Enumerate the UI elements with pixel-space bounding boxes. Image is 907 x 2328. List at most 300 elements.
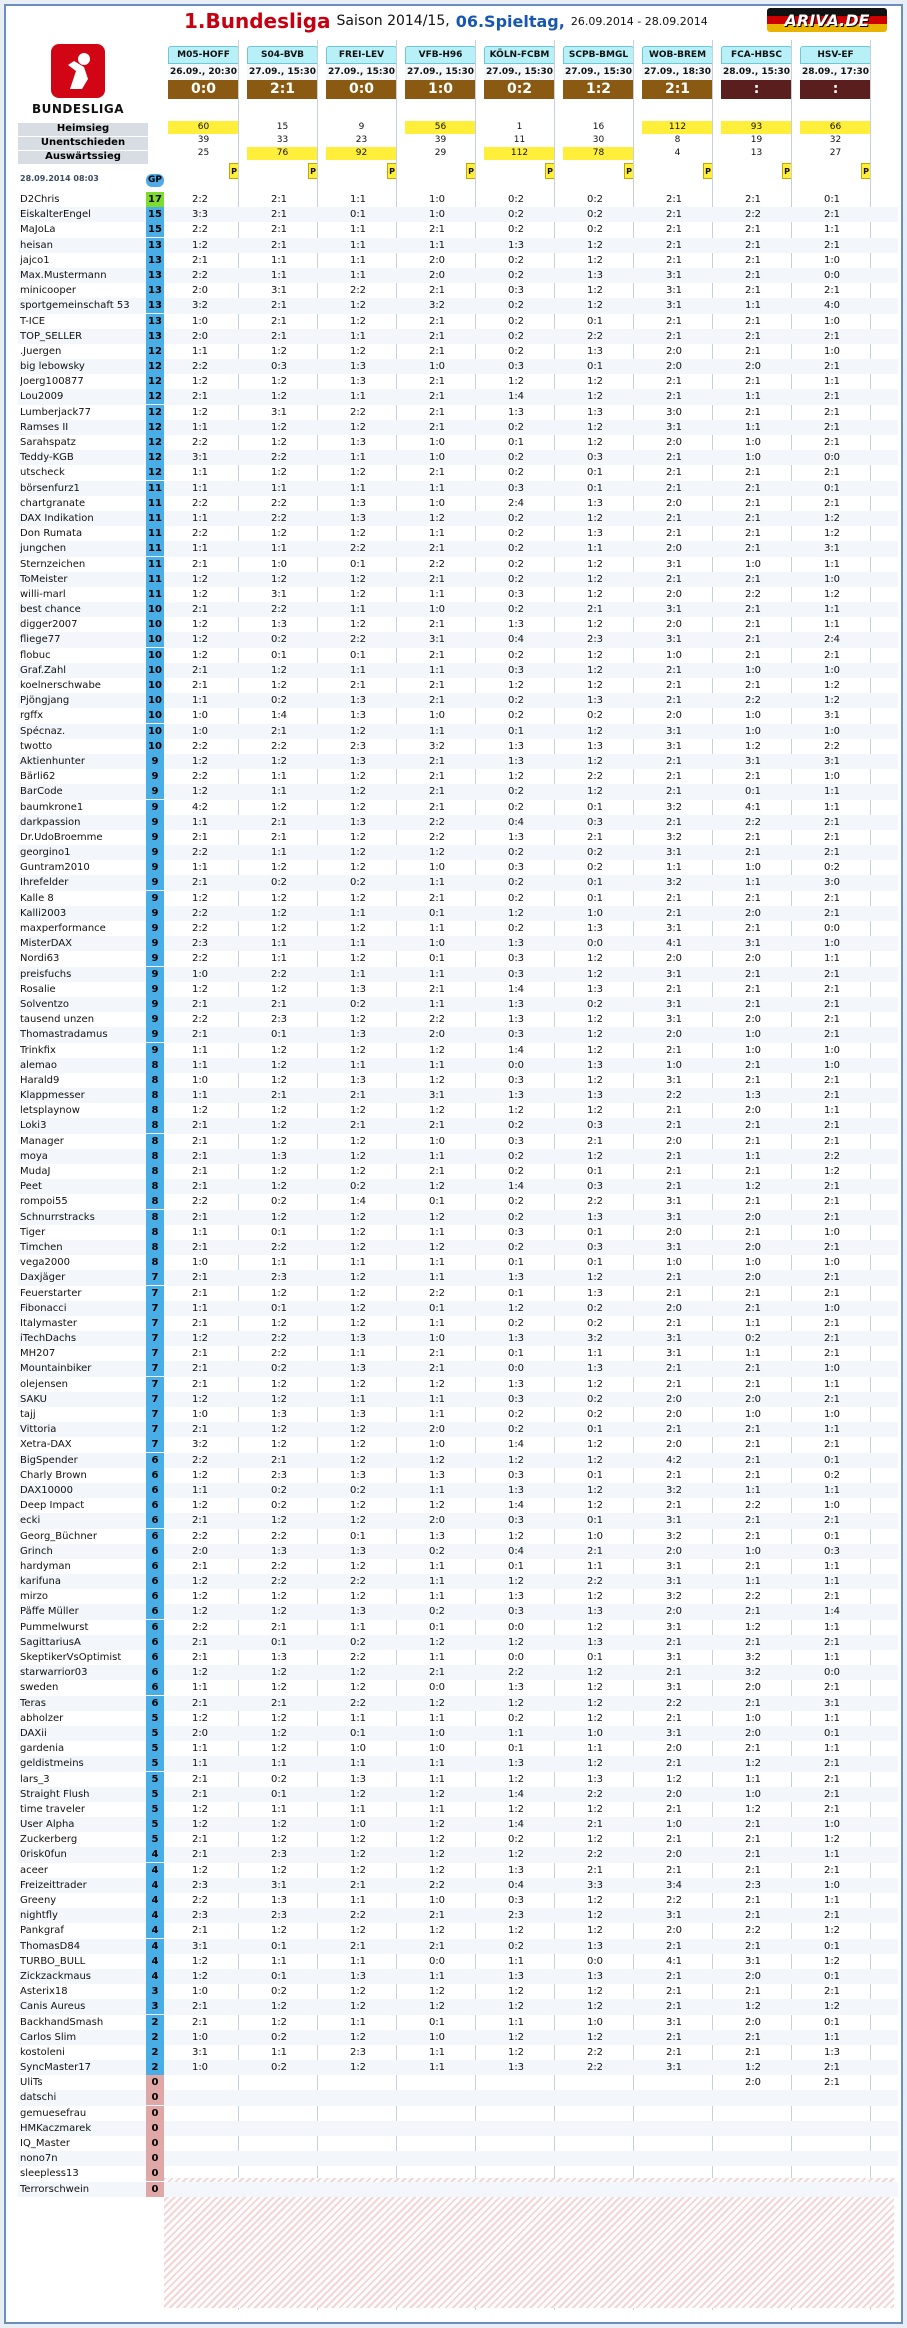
player-name[interactable]: Peet: [20, 1181, 42, 1193]
table-row[interactable]: [18, 754, 898, 769]
player-name[interactable]: big lebowsky: [20, 361, 85, 373]
table-row[interactable]: [18, 1908, 898, 1923]
player-name[interactable]: letsplaynow: [20, 1105, 80, 1117]
player-name[interactable]: DAX10000: [20, 1484, 74, 1496]
points-cell: 10: [146, 708, 164, 723]
table-row[interactable]: [18, 693, 898, 708]
table-row[interactable]: [18, 800, 898, 815]
table-row[interactable]: [18, 207, 898, 222]
table-row[interactable]: [18, 891, 898, 906]
table-row[interactable]: [18, 1544, 898, 1559]
points-cell: 7: [146, 1437, 164, 1452]
table-row[interactable]: [18, 1118, 898, 1133]
player-name[interactable]: SyncMaster17: [20, 2062, 91, 2074]
player-name[interactable]: vega2000: [20, 1257, 70, 1269]
player-name[interactable]: Spécnaz.: [20, 725, 66, 737]
player-name[interactable]: ecki: [20, 1515, 41, 1527]
player-name[interactable]: Max.Mustermann: [20, 269, 107, 281]
table-row[interactable]: [18, 1103, 898, 1118]
table-row[interactable]: [18, 2030, 898, 2045]
player-name[interactable]: Lou2009: [20, 391, 64, 403]
player-name[interactable]: preisfuchs: [20, 968, 72, 980]
table-row[interactable]: [18, 1179, 898, 1194]
points-cell: 12: [146, 405, 164, 420]
tip-cell: 2:0: [744, 1211, 762, 1223]
player-name[interactable]: Sarahspatz: [20, 437, 76, 448]
table-row[interactable]: [18, 1210, 898, 1225]
player-name[interactable]: UliTs: [20, 2077, 43, 2089]
player-name[interactable]: Solventzo: [20, 998, 69, 1010]
player-name[interactable]: Georg_Büchner: [20, 1530, 97, 1542]
table-row[interactable]: [18, 1847, 898, 1862]
player-name[interactable]: SAKU: [20, 1393, 47, 1405]
player-name[interactable]: Feuerstarter: [20, 1287, 82, 1299]
player-name[interactable]: iTechDachs: [20, 1333, 77, 1345]
table-row[interactable]: [18, 1134, 898, 1149]
player-name[interactable]: Joerg100877: [20, 376, 84, 388]
table-row[interactable]: [18, 906, 898, 921]
player-name[interactable]: hardyman: [20, 1560, 71, 1572]
table-row[interactable]: [18, 374, 898, 389]
player-name[interactable]: nightfly: [20, 1910, 58, 1922]
table-row[interactable]: [18, 1361, 898, 1376]
player-name[interactable]: IQ_Master: [20, 2138, 70, 2149]
player-name[interactable]: Straight Flush: [20, 1788, 90, 1800]
bonus-marker: P: [229, 163, 239, 179]
table-row[interactable]: [18, 1878, 898, 1893]
player-name[interactable]: Carlos Slim: [20, 2031, 77, 2043]
player-name[interactable]: jungchen: [20, 543, 67, 555]
table-row[interactable]: [18, 921, 898, 936]
player-name[interactable]: utscheck: [20, 467, 65, 479]
tip-cell: 1:2: [270, 1120, 288, 1132]
table-row[interactable]: [18, 1012, 898, 1027]
table-row[interactable]: [18, 1832, 898, 1847]
table-row[interactable]: [18, 602, 898, 617]
player-name[interactable]: Freizeittrader: [20, 1879, 87, 1891]
player-name[interactable]: Vittoria: [20, 1424, 57, 1436]
player-name[interactable]: flobuc: [20, 649, 51, 661]
player-name[interactable]: twotto: [20, 740, 53, 752]
table-row[interactable]: [18, 1999, 898, 2014]
match-teams[interactable]: WOB-BREM: [642, 46, 713, 64]
table-row[interactable]: [18, 860, 898, 875]
tip-cell: 2:1: [744, 680, 762, 691]
table-row[interactable]: [18, 405, 898, 420]
table-row[interactable]: [18, 1422, 898, 1437]
table-row[interactable]: [18, 1270, 898, 1285]
match-teams[interactable]: FCA-HBSC: [721, 46, 792, 64]
table-row[interactable]: [18, 1407, 898, 1422]
player-name[interactable]: Bärli62: [20, 771, 56, 783]
table-row[interactable]: [18, 1194, 898, 1209]
table-row[interactable]: [18, 2136, 898, 2151]
player-name[interactable]: abholzer: [20, 1712, 64, 1724]
player-name[interactable]: aceer: [20, 1864, 49, 1876]
table-row[interactable]: [18, 724, 898, 739]
table-row[interactable]: [18, 1559, 898, 1574]
table-row[interactable]: [18, 1620, 898, 1635]
table-row[interactable]: [18, 815, 898, 830]
table-row[interactable]: [18, 1073, 898, 1088]
player-name[interactable]: Daxjäger: [20, 1272, 66, 1284]
player-name[interactable]: SkeptikerVsOptimist: [20, 1652, 122, 1663]
table-row[interactable]: [18, 1923, 898, 1938]
player-name[interactable]: T-ICE: [20, 315, 46, 327]
player-name[interactable]: Teddy-KGB: [20, 452, 74, 464]
player-name[interactable]: best chance: [20, 604, 81, 616]
table-row[interactable]: [18, 1240, 898, 1255]
table-row[interactable]: [18, 1756, 898, 1771]
player-name[interactable]: Pankgraf: [20, 1925, 64, 1937]
player-name[interactable]: digger2007: [20, 619, 78, 631]
tip-cell: 1:2: [349, 1378, 367, 1390]
player-name[interactable]: Sternzeichen: [20, 558, 86, 570]
player-name[interactable]: Pjöngjang: [20, 695, 70, 707]
player-name[interactable]: fliege77: [20, 634, 61, 646]
table-row[interactable]: [18, 1802, 898, 1817]
table-row[interactable]: [18, 1680, 898, 1695]
table-row[interactable]: [18, 1483, 898, 1498]
player-name[interactable]: koelnerschwabe: [20, 680, 101, 691]
player-name[interactable]: willi-marl: [20, 588, 66, 600]
player-name[interactable]: Dr.UdoBroemme: [20, 831, 103, 843]
table-row[interactable]: [18, 222, 898, 237]
table-row[interactable]: [18, 1301, 898, 1316]
table-row[interactable]: [18, 1969, 898, 1984]
player-name[interactable]: .Juergen: [20, 345, 62, 357]
player-name[interactable]: Graf.Zahl: [20, 664, 67, 676]
player-name[interactable]: gemuesefrau: [20, 2107, 87, 2119]
player-name[interactable]: heisan: [20, 239, 53, 251]
table-row[interactable]: [18, 2045, 898, 2060]
player-name[interactable]: Don Rumata: [20, 528, 83, 540]
tip-cell: 2:2: [349, 406, 367, 418]
player-name[interactable]: Schnurrstracks: [20, 1211, 95, 1223]
table-row[interactable]: [18, 1498, 898, 1513]
player-name[interactable]: TURBO_BULL: [20, 1955, 86, 1967]
player-name[interactable]: tausend unzen: [20, 1014, 95, 1026]
table-row[interactable]: [18, 617, 898, 632]
table-row[interactable]: [18, 1331, 898, 1346]
table-row[interactable]: [18, 298, 898, 313]
table-row[interactable]: [18, 1817, 898, 1832]
table-row[interactable]: [18, 1711, 898, 1726]
table-row[interactable]: [18, 283, 898, 298]
table-row[interactable]: [18, 572, 898, 587]
player-name[interactable]: Aktienhunter: [20, 755, 86, 767]
table-row[interactable]: [18, 982, 898, 997]
player-name[interactable]: Italymaster: [20, 1317, 77, 1329]
player-name[interactable]: ThomasD84: [20, 1940, 81, 1952]
player-name[interactable]: Päffe Müller: [20, 1606, 79, 1618]
table-row[interactable]: [18, 1164, 898, 1179]
player-name[interactable]: Fibonacci: [20, 1302, 67, 1314]
player-name[interactable]: Ihrefelder: [20, 877, 69, 889]
table-row[interactable]: [18, 830, 898, 845]
tip-cell: 2:0: [744, 907, 762, 919]
player-name[interactable]: Kalle 8: [20, 892, 54, 904]
player-name[interactable]: Grinch: [20, 1545, 53, 1557]
player-name[interactable]: tajj: [20, 1409, 36, 1420]
table-row[interactable]: [18, 1939, 898, 1954]
matchday-label[interactable]: 06.Spieltag,: [455, 11, 565, 31]
table-row[interactable]: [18, 1787, 898, 1802]
player-name[interactable]: Manager: [20, 1135, 64, 1147]
player-name[interactable]: rgffx: [20, 710, 44, 722]
player-name[interactable]: HMKaczmarek: [20, 2122, 92, 2134]
player-name[interactable]: EiskalterEngel: [20, 209, 91, 221]
tip-cell: 1:2: [349, 786, 367, 798]
table-row[interactable]: [18, 1772, 898, 1787]
table-row[interactable]: [18, 1726, 898, 1741]
table-row[interactable]: [18, 359, 898, 374]
tip-cell: 1:1: [191, 1090, 209, 1102]
player-name[interactable]: Guntram2010: [20, 862, 90, 874]
table-row[interactable]: [18, 344, 898, 359]
table-row[interactable]: [18, 1346, 898, 1361]
player-name[interactable]: DAX Indikation: [20, 512, 94, 524]
table-row[interactable]: [18, 2075, 898, 2090]
player-name[interactable]: Mountainbiker: [20, 1363, 92, 1375]
table-row[interactable]: [18, 1453, 898, 1468]
table-row[interactable]: [18, 1741, 898, 1756]
player-name[interactable]: TOP_SELLER: [20, 330, 83, 342]
table-row[interactable]: [18, 557, 898, 572]
player-name[interactable]: Tiger: [20, 1226, 46, 1238]
table-row[interactable]: [18, 663, 898, 678]
ariva-logo[interactable]: [767, 8, 887, 32]
table-row[interactable]: [18, 951, 898, 966]
tip-cell: 1:2: [349, 1986, 367, 1998]
match-teams[interactable]: VFB-H96: [405, 46, 476, 64]
table-row[interactable]: [18, 1589, 898, 1604]
tip-cell: 1:0: [744, 1029, 762, 1041]
table-row[interactable]: [18, 1574, 898, 1589]
tip-cell: 2:1: [428, 1348, 446, 1360]
table-row[interactable]: [18, 2106, 898, 2121]
table-row[interactable]: [18, 1225, 898, 1240]
table-row[interactable]: [18, 1255, 898, 1270]
player-name[interactable]: MisterDAX: [20, 938, 73, 950]
tip-cell: 1:3: [428, 1469, 446, 1481]
player-name[interactable]: Trinkfix: [20, 1044, 56, 1056]
table-row[interactable]: [18, 587, 898, 602]
table-row[interactable]: [18, 2060, 898, 2075]
table-row[interactable]: [18, 784, 898, 799]
table-row[interactable]: [18, 1893, 898, 1908]
table-row[interactable]: [18, 1088, 898, 1103]
table-row[interactable]: [18, 936, 898, 951]
table-row[interactable]: [18, 2182, 898, 2197]
table-row[interactable]: [18, 648, 898, 663]
table-row[interactable]: [18, 1529, 898, 1544]
player-name[interactable]: time traveler: [20, 1803, 86, 1815]
player-name[interactable]: BackhandSmash: [20, 2016, 104, 2028]
tip-cell: 0:3: [507, 1895, 525, 1906]
table-row[interactable]: [18, 1392, 898, 1407]
table-row[interactable]: [18, 708, 898, 723]
player-name[interactable]: minicooper: [20, 285, 76, 297]
player-name[interactable]: MaJoLa: [20, 224, 56, 236]
player-name[interactable]: Harald9: [20, 1074, 60, 1086]
player-name[interactable]: mirzo: [20, 1591, 48, 1603]
table-row[interactable]: [18, 1468, 898, 1483]
player-name[interactable]: jajco1: [20, 254, 50, 266]
player-name[interactable]: sleepless13: [20, 2168, 79, 2180]
player-name[interactable]: Loki3: [20, 1120, 47, 1132]
player-name[interactable]: DAXii: [20, 1727, 47, 1739]
table-row[interactable]: [18, 314, 898, 329]
player-name[interactable]: sportgemeinschaft 53: [20, 300, 130, 312]
table-row[interactable]: [18, 450, 898, 465]
player-name[interactable]: Rosalie: [20, 983, 56, 995]
table-row[interactable]: [18, 1696, 898, 1711]
player-name[interactable]: D2Chris: [20, 194, 60, 205]
table-row[interactable]: [18, 1043, 898, 1058]
table-row[interactable]: [18, 420, 898, 435]
table-row[interactable]: [18, 678, 898, 693]
player-name[interactable]: baumkrone1: [20, 801, 84, 813]
player-name[interactable]: Nordi63: [20, 953, 60, 965]
player-name[interactable]: darkpassion: [20, 816, 81, 828]
player-name[interactable]: chartgranate: [20, 497, 86, 509]
tip-cell: 0:3: [507, 1515, 525, 1527]
player-name[interactable]: Timchen: [20, 1241, 63, 1253]
player-name[interactable]: nono7n: [20, 2153, 58, 2165]
player-name[interactable]: Zickzackmaus: [20, 1970, 92, 1982]
player-name[interactable]: moya: [20, 1150, 48, 1162]
table-row[interactable]: [18, 1058, 898, 1073]
player-name[interactable]: karifuna: [20, 1576, 61, 1588]
table-row[interactable]: [18, 238, 898, 253]
player-name[interactable]: BigSpender: [20, 1454, 78, 1466]
player-name[interactable]: Teras: [20, 1697, 47, 1709]
tip-cell: 1:0: [428, 938, 446, 950]
player-name[interactable]: User Alpha: [20, 1819, 75, 1831]
table-row[interactable]: [18, 1316, 898, 1331]
player-name[interactable]: gardenia: [20, 1743, 65, 1755]
table-row[interactable]: [18, 1954, 898, 1969]
table-row[interactable]: [18, 1149, 898, 1164]
player-name[interactable]: sweden: [20, 1682, 59, 1694]
table-row[interactable]: [18, 845, 898, 860]
match-teams[interactable]: M05-HOFF: [168, 46, 239, 64]
tip-cell: 3:2: [744, 1667, 762, 1679]
player-name[interactable]: starwarrior03: [20, 1667, 88, 1679]
player-name[interactable]: MudaJ: [20, 1166, 51, 1177]
table-row[interactable]: [18, 875, 898, 890]
table-row[interactable]: [18, 632, 898, 647]
player-name[interactable]: Kalli2003: [20, 907, 67, 919]
player-name[interactable]: Lumberjack77: [20, 406, 92, 418]
table-row[interactable]: [18, 481, 898, 496]
player-name[interactable]: Greeny: [20, 1895, 57, 1906]
player-name[interactable]: Thomastradamus: [20, 1029, 108, 1041]
player-name[interactable]: Asterix18: [20, 1986, 68, 1998]
table-row[interactable]: [18, 389, 898, 404]
player-name[interactable]: börsenfurz1: [20, 482, 80, 494]
table-row[interactable]: [18, 1984, 898, 1999]
table-row[interactable]: [18, 997, 898, 1012]
player-name[interactable]: MH207: [20, 1348, 56, 1360]
table-row[interactable]: [18, 2121, 898, 2136]
match-teams[interactable]: FREI-LEV: [326, 46, 397, 64]
table-row[interactable]: [18, 435, 898, 450]
match-teams[interactable]: KÖLN-FCBM: [484, 46, 555, 64]
table-row[interactable]: [18, 329, 898, 344]
player-name[interactable]: Xetra-DAX: [20, 1439, 72, 1451]
tip-cell: 2:1: [191, 1287, 209, 1299]
player-name[interactable]: Canis Aureus: [20, 2001, 86, 2013]
table-row[interactable]: [18, 1437, 898, 1452]
match-teams[interactable]: SCPB-BMGL: [563, 46, 634, 64]
table-row[interactable]: [18, 192, 898, 207]
table-row[interactable]: [18, 253, 898, 268]
player-name[interactable]: datschi: [20, 2092, 57, 2104]
player-name[interactable]: Pummelwurst: [20, 1621, 89, 1633]
table-row[interactable]: [18, 268, 898, 283]
player-name[interactable]: Ramses II: [20, 421, 69, 433]
player-name[interactable]: lars_3: [20, 1773, 50, 1785]
player-name[interactable]: 0risk0fun: [20, 1849, 67, 1861]
match-teams[interactable]: S04-BVB: [247, 46, 318, 64]
match-teams[interactable]: HSV-EF: [800, 46, 871, 64]
table-row[interactable]: [18, 2015, 898, 2030]
player-name[interactable]: Terrorschwein: [20, 2183, 90, 2195]
tip-cell: 3:2: [665, 1591, 683, 1603]
player-name[interactable]: SagittariusA: [20, 1636, 81, 1648]
player-name[interactable]: olejensen: [20, 1378, 69, 1390]
table-row[interactable]: [18, 496, 898, 511]
table-row[interactable]: [18, 526, 898, 541]
table-row[interactable]: [18, 1377, 898, 1392]
table-row[interactable]: [18, 739, 898, 754]
tip-cell: 1:2: [349, 345, 367, 357]
table-row[interactable]: [18, 541, 898, 556]
player-name[interactable]: Charly Brown: [20, 1469, 87, 1481]
table-row[interactable]: [18, 2090, 898, 2105]
player-name[interactable]: georgino1: [20, 847, 71, 859]
table-row[interactable]: [18, 2151, 898, 2166]
table-row[interactable]: [18, 1604, 898, 1619]
table-row[interactable]: [18, 2166, 898, 2181]
player-name[interactable]: maxperformance: [20, 923, 106, 934]
player-name[interactable]: Klappmesser: [20, 1090, 85, 1102]
table-row[interactable]: [18, 967, 898, 982]
player-name[interactable]: alemao: [20, 1059, 58, 1071]
table-row[interactable]: [18, 465, 898, 480]
table-row[interactable]: [18, 1863, 898, 1878]
tip-table: [18, 192, 898, 2197]
tip-cell: 1:2: [191, 588, 209, 600]
player-name[interactable]: BarCode: [20, 786, 63, 798]
player-name[interactable]: ToMeister: [20, 573, 68, 585]
table-row[interactable]: [18, 1513, 898, 1528]
table-row[interactable]: [18, 1286, 898, 1301]
table-row[interactable]: [18, 511, 898, 526]
table-row[interactable]: [18, 1665, 898, 1680]
player-name[interactable]: rompoi55: [20, 1196, 68, 1208]
table-row[interactable]: [18, 1635, 898, 1650]
table-row[interactable]: [18, 769, 898, 784]
player-name[interactable]: Deep Impact: [20, 1500, 85, 1512]
player-name[interactable]: geldistmeins: [20, 1758, 84, 1770]
player-name[interactable]: kostoleni: [20, 2046, 65, 2058]
player-name[interactable]: Zuckerberg: [20, 1834, 78, 1846]
table-row[interactable]: [18, 1650, 898, 1665]
table-row[interactable]: [18, 1027, 898, 1042]
